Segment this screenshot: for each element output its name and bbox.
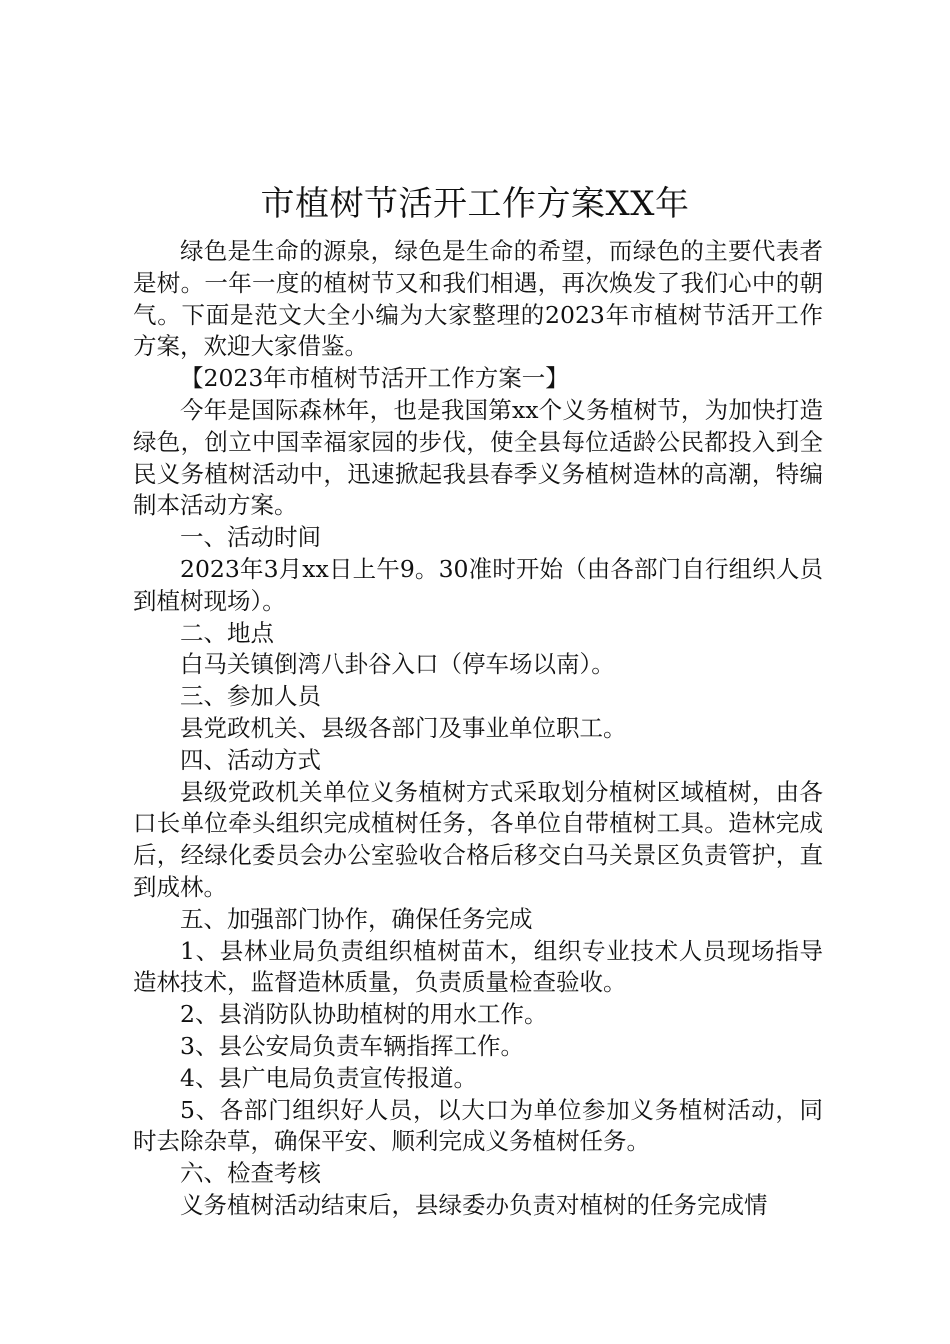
paragraph-background: 今年是国际森林年，也是我国第xx个义务植树节，为加快打造绿色，创立中国幸福家园的步伐，使全县每位适龄公民都投入到全民义务植树活动中，迅速掀起我县春季义务植树造林的高潮，特编制本活动方案。 bbox=[133, 395, 823, 520]
section-heading-inspection: 六、检查考核 bbox=[180, 1159, 321, 1188]
document-body bbox=[133, 236, 823, 1222]
section-heading-plan-one: 【2023年市植树节活开工作方案一】 bbox=[180, 364, 569, 393]
section-heading-method: 四、活动方式 bbox=[180, 745, 321, 774]
section-heading-location: 二、地点 bbox=[180, 618, 274, 647]
document-title: 市植树节活开工作方案XX年 bbox=[260, 184, 690, 224]
section-heading-cooperation: 五、加强部门协作，确保任务完成 bbox=[180, 904, 533, 933]
section-heading-time: 一、活动时间 bbox=[180, 523, 321, 552]
paragraph-participants: 县党政机关、县级各部门及事业单位职工。 bbox=[180, 713, 627, 742]
list-item-fire: 2、县消防队协助植树的用水工作。 bbox=[180, 1000, 548, 1029]
list-item-police: 3、县公安局负责车辆指挥工作。 bbox=[180, 1031, 524, 1060]
section-heading-participants: 三、参加人员 bbox=[180, 682, 321, 711]
paragraph-time: 2023年3月xx日上午9。30准时开始（由各部门自行组织人员到植树现场）。 bbox=[133, 554, 823, 615]
paragraph-location: 白马关镇倒湾八卦谷入口（停车场以南）。 bbox=[180, 650, 615, 679]
paragraph-inspection: 义务植树活动结束后，县绿委办负责对植树的任务完成情 bbox=[180, 1190, 768, 1219]
list-item-broadcast: 4、县广电局负责宣传报道。 bbox=[180, 1063, 477, 1092]
paragraph-method: 县级党政机关单位义务植树方式采取划分植树区域植树，由各口长单位牵头组织完成植树任务，各单位自带植树工具。造林完成后，经绿化委员会办公室验收合格后移交白马关景区负责管护，直到成林。 bbox=[133, 777, 823, 901]
list-item-forestry: 1、县林业局负责组织植树苗木，组织专业技术人员现场指导造林技术，监督造林质量，负责质量检查验收。 bbox=[133, 936, 823, 997]
paragraph-intro: 绿色是生命的源泉，绿色是生命的希望，而绿色的主要代表者是树。一年一度的植树节又和我们相遇，再次焕发了我们心中的朝气。下面是范文大全小编为大家整理的2023年市植树节活开工作方案，欢迎大家借鉴。 bbox=[133, 237, 823, 361]
list-item-departments: 5、各部门组织好人员，以大口为单位参加义务植树活动，同时去除杂草，确保平安、顺利完成义务植树任务。 bbox=[133, 1095, 823, 1156]
